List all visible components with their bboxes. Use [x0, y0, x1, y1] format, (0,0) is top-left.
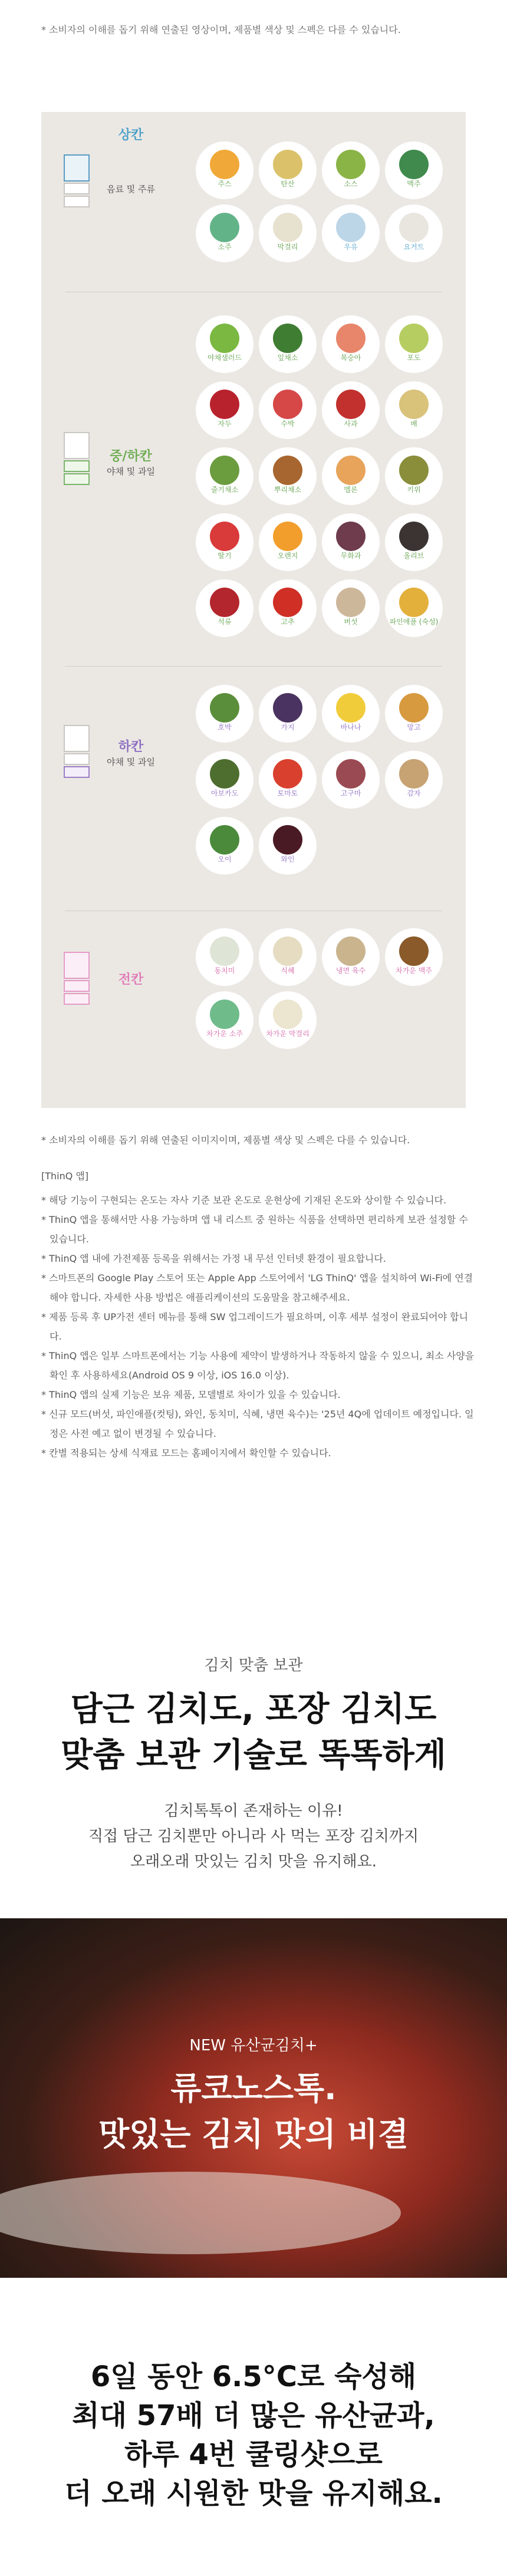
thinq-note: * ThinQ 앱을 통해서만 사용 가능하며 앱 내 리스트 중 원하는 식품을 선택하면 편리하게 보관 설정할 수 있습니다. [41, 1214, 468, 1245]
eggplant-icon [273, 693, 302, 723]
kimchi-section-headline [0, 1687, 507, 1779]
tomato-icon [273, 759, 302, 789]
food-item: 오이 [196, 817, 254, 875]
food-item: 멜론 [322, 447, 380, 505]
section-title: 상칸 [118, 128, 144, 143]
section-title: 중/하칸 [110, 449, 152, 464]
description-line: 김치톡톡이 존재하는 이유! [164, 1802, 343, 1820]
food-item: 소스 [322, 141, 380, 199]
juice-icon [210, 150, 239, 179]
headline-line: 하루 4번 쿨링샷으로 [124, 2438, 383, 2471]
sweet-potato-icon [336, 759, 366, 789]
thinq-note: * 신규 모드(버섯, 파인애플(컷팅), 와인, 동치미, 식혜, 냉면 육수)는 '25년 4Q에 업데이트 예정입니다. 일정은 사전 예고 없이 변경될 수 있습니다. [41, 1409, 474, 1439]
fridge-all-highlight-icon [64, 952, 90, 1006]
headline-line: 최대 57배 더 많은 유산균과, [72, 2399, 435, 2432]
salad-icon [210, 324, 239, 353]
fridge-middle-highlight-icon [64, 432, 90, 486]
pineapple-icon [399, 588, 429, 617]
section-subtitle: 야채 및 과일 [107, 757, 155, 767]
top-disclaimer: * 소비자의 이해를 돕기 위해 연출된 영상이며, 제품별 색상 및 스펙은 다를 수 있습니다. [41, 24, 401, 35]
section-subtitle: 야채 및 과일 [107, 466, 155, 477]
food-item: 뿌리채소 [259, 447, 317, 505]
food-item: 포도 [385, 315, 443, 373]
food-item: 수박 [259, 381, 317, 439]
banana-icon [336, 693, 366, 723]
peach-icon [336, 324, 366, 353]
apple-icon [336, 390, 366, 419]
food-item: 석류 [196, 579, 254, 637]
hero-title-line: 류코노스톡. [170, 2070, 337, 2107]
food-item: 소주 [196, 205, 254, 262]
food-item: 차가운 맥주 [385, 928, 443, 986]
hero-tag: NEW 유산균김치+ [189, 2037, 318, 2054]
food-item: 망고 [385, 685, 443, 743]
food-item: 고구마 [322, 751, 380, 809]
storage-guide-panel [41, 112, 466, 1108]
pomegranate-icon [210, 588, 239, 617]
food-item: 호박 [196, 685, 254, 743]
chili-pepper-icon [273, 588, 302, 617]
potato-icon [399, 759, 429, 789]
food-item: 아보카도 [196, 751, 254, 809]
food-item: 키위 [385, 447, 443, 505]
food-item: 주스 [196, 141, 254, 199]
mid-disclaimer: * 소비자의 이해를 돕기 위해 연출된 이미지이며, 제품별 색상 및 스펙은 다를 수 있습니다. [41, 1134, 410, 1146]
hero-title-line: 맛있는 김치 맛의 비결 [98, 2116, 409, 2153]
food-item: 올리브 [385, 513, 443, 571]
cold-soju-icon [210, 1000, 239, 1029]
food-item: 우유 [322, 205, 380, 262]
food-item: 사과 [322, 381, 380, 439]
section-title: 하칸 [118, 740, 144, 754]
root-vegetable-icon [273, 456, 302, 485]
makgeolli-icon [273, 213, 302, 242]
food-item: 야채샐러드 [196, 315, 254, 373]
thinq-note: * ThinQ 앱은 일부 스마트폰에서는 기능 사용에 제약이 발생하거나 작동하지 않을 수 있으니, 최소 사양을 확인 후 사용하세요(Android OS 9 이상, iOS 16.0 이상). [41, 1350, 475, 1381]
milk-icon [336, 213, 366, 242]
strawberry-icon [210, 522, 239, 551]
section-all-compartment [41, 916, 466, 1099]
kimchi-section-kicker: 김치 맞춤 보관 [204, 1657, 303, 1674]
orange-icon [273, 522, 302, 551]
description-line: 오래오래 맛있는 김치 맛을 유지해요. [130, 1853, 377, 1871]
fridge-top-highlight-icon [64, 154, 90, 209]
food-item: 딸기 [196, 513, 254, 571]
cucumber-icon [210, 825, 239, 855]
watermelon-icon [273, 390, 302, 419]
thinq-note: * ThinQ 앱의 실제 기능은 보유 제품, 모델별로 차이가 있을 수 있습니다. [41, 1389, 341, 1400]
description-line: 직접 담근 김치뿐만 아니라 사 먹는 포장 김치까지 [88, 1828, 419, 1845]
headline-line: 맞춤 보관 기술로 똑똑하게 [61, 1736, 446, 1774]
beer-icon [399, 150, 429, 179]
food-item: 복숭아 [322, 315, 380, 373]
food-item: 식혜 [259, 928, 317, 986]
headline-line: 6일 동안 6.5°C로 숙성해 [90, 2360, 417, 2393]
notes-block [41, 1130, 478, 1463]
food-item: 차가운 막걸리 [259, 991, 317, 1049]
food-item: 가지 [259, 685, 317, 743]
section-subtitle: 음료 및 주류 [107, 184, 155, 194]
dongchimi-icon [210, 936, 239, 966]
cold-makgeolli-icon [273, 1000, 302, 1029]
melon-icon [336, 456, 366, 485]
hero-title [0, 2066, 507, 2158]
food-item: 탄산 [259, 141, 317, 199]
food-item: 버섯 [322, 579, 380, 637]
plate-shape [0, 2172, 401, 2254]
sikhye-icon [273, 936, 302, 966]
fridge-bottom-highlight-icon [64, 725, 90, 779]
food-item: 동치미 [196, 928, 254, 986]
thinq-note: * 스마트폰의 Google Play 스토어 또는 Apple App 스토어에서 'LG ThinQ' 앱을 설치하여 Wi-Fi에 연결해야 합니다. 자세한 사용 방법은 애플리케이션의 도움말을 참고해주세요. [41, 1272, 473, 1303]
naengmyeon-broth-icon [336, 936, 366, 966]
food-item: 자두 [196, 381, 254, 439]
cold-beer-icon [399, 936, 429, 966]
headline-line: 담근 김치도, 포장 김치도 [70, 1690, 437, 1729]
plum-icon [210, 390, 239, 419]
food-item: 고추 [259, 579, 317, 637]
thinq-note: * 칸별 적용되는 상세 식재료 모드는 홈페이지에서 확인할 수 있습니다. [41, 1447, 331, 1459]
food-item: 차가운 소주 [196, 991, 254, 1049]
mango-icon [399, 693, 429, 723]
olive-icon [399, 522, 429, 551]
food-item: 감자 [385, 751, 443, 809]
section-top-compartment [41, 112, 466, 289]
section-title: 전칸 [118, 972, 144, 987]
section-bottom-compartment [41, 672, 466, 919]
section-middle-compartment [41, 298, 466, 663]
food-item: 와인 [259, 817, 317, 875]
thinq-note: * ThinQ 앱 내에 가전제품 등록을 위해서는 가정 내 무선 인터넷 환경이 필요합니다. [41, 1253, 386, 1264]
pear-icon [399, 390, 429, 419]
food-item: 무화과 [322, 513, 380, 571]
leafy-greens-icon [273, 324, 302, 353]
food-item: 줄기채소 [196, 447, 254, 505]
headline-line: 더 오래 시원한 맛을 유지해요. [64, 2477, 443, 2510]
soju-icon [210, 213, 239, 242]
yogurt-icon [399, 213, 429, 242]
kimchi-section-description [0, 1799, 507, 1875]
food-item: 오렌지 [259, 513, 317, 571]
fermentation-headline [0, 2357, 507, 2513]
sauce-icon [336, 150, 366, 179]
zucchini-icon [210, 693, 239, 723]
food-item: 토마토 [259, 751, 317, 809]
food-item: 냉면 육수 [322, 928, 380, 986]
thinq-note: * 제품 등록 후 UP가전 센터 메뉴를 통해 SW 업그레이드가 필요하며, 이후 세부 설정이 완료되어야 합니다. [41, 1311, 469, 1342]
grape-icon [399, 324, 429, 353]
food-item: 요거트 [385, 205, 443, 262]
kiwi-icon [399, 456, 429, 485]
stem-vegetable-icon [210, 456, 239, 485]
divider [65, 666, 442, 667]
avocado-icon [210, 759, 239, 789]
fig-icon [336, 522, 366, 551]
thinq-note: * 해당 기능이 구현되는 온도는 자사 기준 보관 온도로 운현상에 기재된 온도와 상이할 수 있습니다. [41, 1195, 447, 1206]
food-item: 파인애플 (숙성) [385, 579, 443, 637]
food-item: 바나나 [322, 685, 380, 743]
food-item: 맥주 [385, 141, 443, 199]
food-item: 배 [385, 381, 443, 439]
food-item: 잎채소 [259, 315, 317, 373]
food-item: 막걸리 [259, 205, 317, 262]
thinq-notes-heading: [ThinQ 앱] [41, 1170, 89, 1182]
soda-icon [273, 150, 302, 179]
kimchi-hero-image [0, 1918, 507, 2278]
wine-icon [273, 825, 302, 855]
mushroom-icon [336, 588, 366, 617]
